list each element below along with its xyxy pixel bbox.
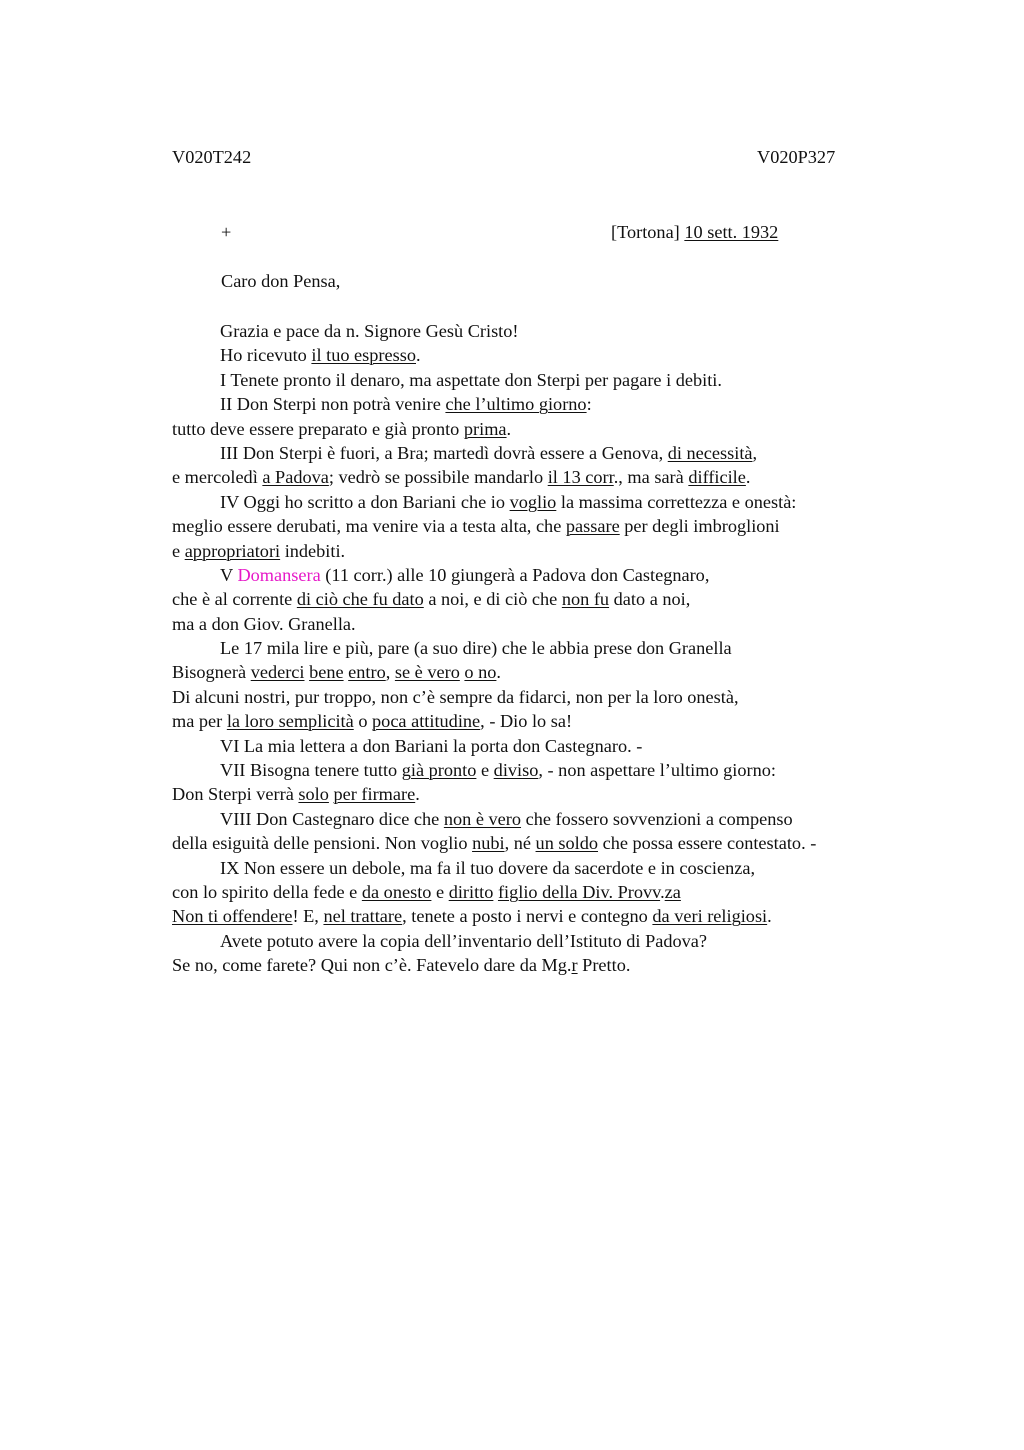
underlined-text: vederci [250, 662, 305, 683]
underlined-text: diritto [448, 881, 494, 902]
letter-line [172, 490, 912, 514]
underlined-text: o no [464, 662, 497, 683]
underlined-text: se è vero [394, 662, 460, 683]
text-run: o [353, 711, 373, 732]
letter-line [172, 660, 912, 684]
letter-line [172, 953, 912, 977]
text-run: (11 corr.) alle 10 giungerà a Padova don Castegnaro, [320, 564, 710, 585]
letter-line [172, 929, 912, 953]
underlined-text: figlio della Div. Provv [497, 881, 661, 902]
text-run: Ho ricevuto [220, 345, 312, 366]
letter-body [172, 319, 912, 978]
underlined-text: nubi [472, 833, 505, 854]
text-run: la massima correttezza e onestà: [556, 491, 797, 512]
underlined-text: entro [348, 662, 386, 683]
text-run: VII Bisogna tenere tutto [220, 760, 402, 781]
underlined-text: r [571, 955, 578, 976]
text-run: Grazia e pace da n. Signore Gesù Cristo! [220, 321, 519, 341]
text-run: che possa essere contestato. - [598, 833, 817, 854]
text-run: e [172, 540, 185, 561]
letter-line [172, 904, 912, 928]
text-run: . [660, 881, 665, 902]
underlined-text: appropriatori [184, 540, 281, 561]
underlined-text: passare [565, 516, 620, 537]
underlined-text: difficile [688, 467, 746, 488]
salutation: Caro don Pensa, [221, 271, 341, 291]
text-run: ! E, [292, 906, 324, 927]
text-run: , - non aspettare l’ultimo giorno: [538, 760, 776, 781]
text-run: VI La mia lettera a don Bariani la porta don Castegnaro. - [220, 735, 643, 756]
text-run: . [496, 662, 501, 683]
text-run: II Don Sterpi non potrà venire [220, 394, 446, 415]
letter-line [172, 758, 912, 782]
letter-line [172, 319, 912, 343]
text-run: Don Sterpi verrà [172, 784, 299, 805]
letter-date: 10 sett. 1932 [684, 222, 779, 242]
text-run: VIII Don Castegnaro dice che [220, 808, 444, 829]
letter-line [172, 465, 912, 489]
text-run: , tenete a posto i nervi e contegno [402, 906, 653, 927]
text-run: per degli imbroglioni [619, 516, 780, 537]
text-run: Se no, come farete? Qui non c’è. Fatevelo dare da Mg. [172, 955, 572, 976]
underlined-text: solo [298, 784, 329, 805]
text-run: Le 17 mila lire e più, pare (a suo dire) che le abbia prese don Granella [220, 638, 732, 659]
text-run: . [745, 467, 751, 488]
text-run: Domansera [237, 564, 321, 585]
text-run: IV Oggi ho scritto a don Bariani che io [220, 491, 510, 512]
text-run: e [431, 881, 449, 902]
text-run: ., ma sarà [613, 467, 689, 488]
text-run: che è al corrente [172, 589, 297, 610]
text-run: indebiti. [280, 540, 346, 561]
underlined-text: un soldo [535, 833, 599, 854]
text-run: . [506, 418, 512, 439]
letter-line [172, 636, 912, 660]
text-run: Di alcuni nostri, pur troppo, non c’è sempre da fidarci, non per la loro onestà, [172, 686, 739, 707]
text-run: , [385, 662, 395, 683]
underlined-text: il tuo espresso [311, 345, 416, 366]
text-run: ma per [172, 711, 227, 732]
underlined-text: non è vero [443, 808, 522, 829]
letter-line [172, 392, 912, 416]
letter-line [172, 880, 912, 904]
text-run: che fossero sovvenzioni a compenso [521, 808, 793, 829]
underlined-text: da onesto [361, 881, 432, 902]
letter-line [172, 734, 912, 758]
text-run: : [586, 394, 592, 415]
letter-place-date [611, 222, 778, 243]
document-code-right: V020P327 [757, 147, 836, 167]
underlined-text: bene [309, 662, 344, 683]
letter-line [172, 563, 912, 587]
underlined-text: già pronto [401, 760, 477, 781]
text-run: meglio essere derubati, ma venire via a testa alta, che [172, 516, 566, 537]
underlined-text: diviso [493, 760, 539, 781]
underlined-text: da veri religiosi [652, 906, 768, 927]
text-run: V [220, 564, 238, 585]
letter-line [172, 856, 912, 880]
underlined-text: per firmare [333, 784, 416, 805]
text-run: I Tenete pronto il denaro, ma aspettate don Sterpi per pagare i debiti. [220, 369, 722, 390]
text-run: con lo spirito della fede e [172, 881, 362, 902]
letter-place: [Tortona] [611, 222, 680, 242]
letter-line [172, 782, 912, 806]
text-run: IX Non essere un debole, ma fa il tuo dovere da sacerdote e in coscienza, [220, 857, 756, 878]
underlined-text: di ciò che fu dato [296, 589, 424, 610]
underlined-text: nel trattare [323, 906, 403, 927]
cross-mark: + [221, 222, 232, 242]
text-run: Bisognerà [172, 662, 251, 683]
text-run: ma a don Giov. Granella. [172, 613, 356, 634]
text-run: a noi, e di ciò che [423, 589, 562, 610]
letter-line [172, 514, 912, 538]
text-run: Pretto. [577, 955, 631, 976]
letter-line [172, 343, 912, 367]
underlined-text: prima [463, 418, 507, 439]
letter-line [172, 612, 912, 636]
underlined-text: za [664, 881, 681, 902]
letter-line [172, 441, 912, 465]
text-run: Avete potuto avere la copia dell’inventario dell’Istituto di Padova? [220, 930, 707, 951]
underlined-text: a Padova [262, 467, 329, 488]
letter-line [172, 368, 912, 392]
text-run: . [416, 345, 421, 366]
text-run: ; vedrò se possibile mandarlo [328, 467, 548, 488]
text-run: dato a noi, [609, 589, 691, 610]
underlined-text: il 13 corr [547, 467, 614, 488]
text-run: , - Dio lo sa! [480, 711, 573, 732]
text-run: . [767, 906, 772, 927]
underlined-text: voglio [509, 491, 557, 512]
letter-line [172, 685, 912, 709]
text-run: . [415, 784, 420, 805]
underlined-text: Non ti offendere [172, 906, 293, 927]
text-run: III Don Sterpi è fuori, a Bra; martedì dovrà essere a Genova, [220, 442, 668, 463]
text-run: , [752, 442, 758, 463]
underlined-text: poca attitudine [372, 711, 481, 732]
text-run: e mercoledì [172, 467, 263, 488]
document-code-left: V020T242 [172, 147, 252, 167]
text-run: e [476, 760, 494, 781]
underlined-text: non fu [561, 589, 610, 610]
letter-line [172, 417, 912, 441]
underlined-text: di necessità [667, 442, 753, 463]
text-run: tutto deve essere preparato e già pronto [172, 418, 464, 439]
underlined-text: che l’ultimo giorno [445, 394, 587, 415]
letter-line [172, 807, 912, 831]
letter-line [172, 539, 912, 563]
underlined-text: la loro semplicità [226, 711, 354, 732]
text-run: della esiguità delle pensioni. Non voglio [172, 833, 473, 854]
text-run: , né [504, 833, 536, 854]
letter-line [172, 831, 912, 855]
letter-line [172, 587, 912, 611]
letter-line [172, 709, 912, 733]
